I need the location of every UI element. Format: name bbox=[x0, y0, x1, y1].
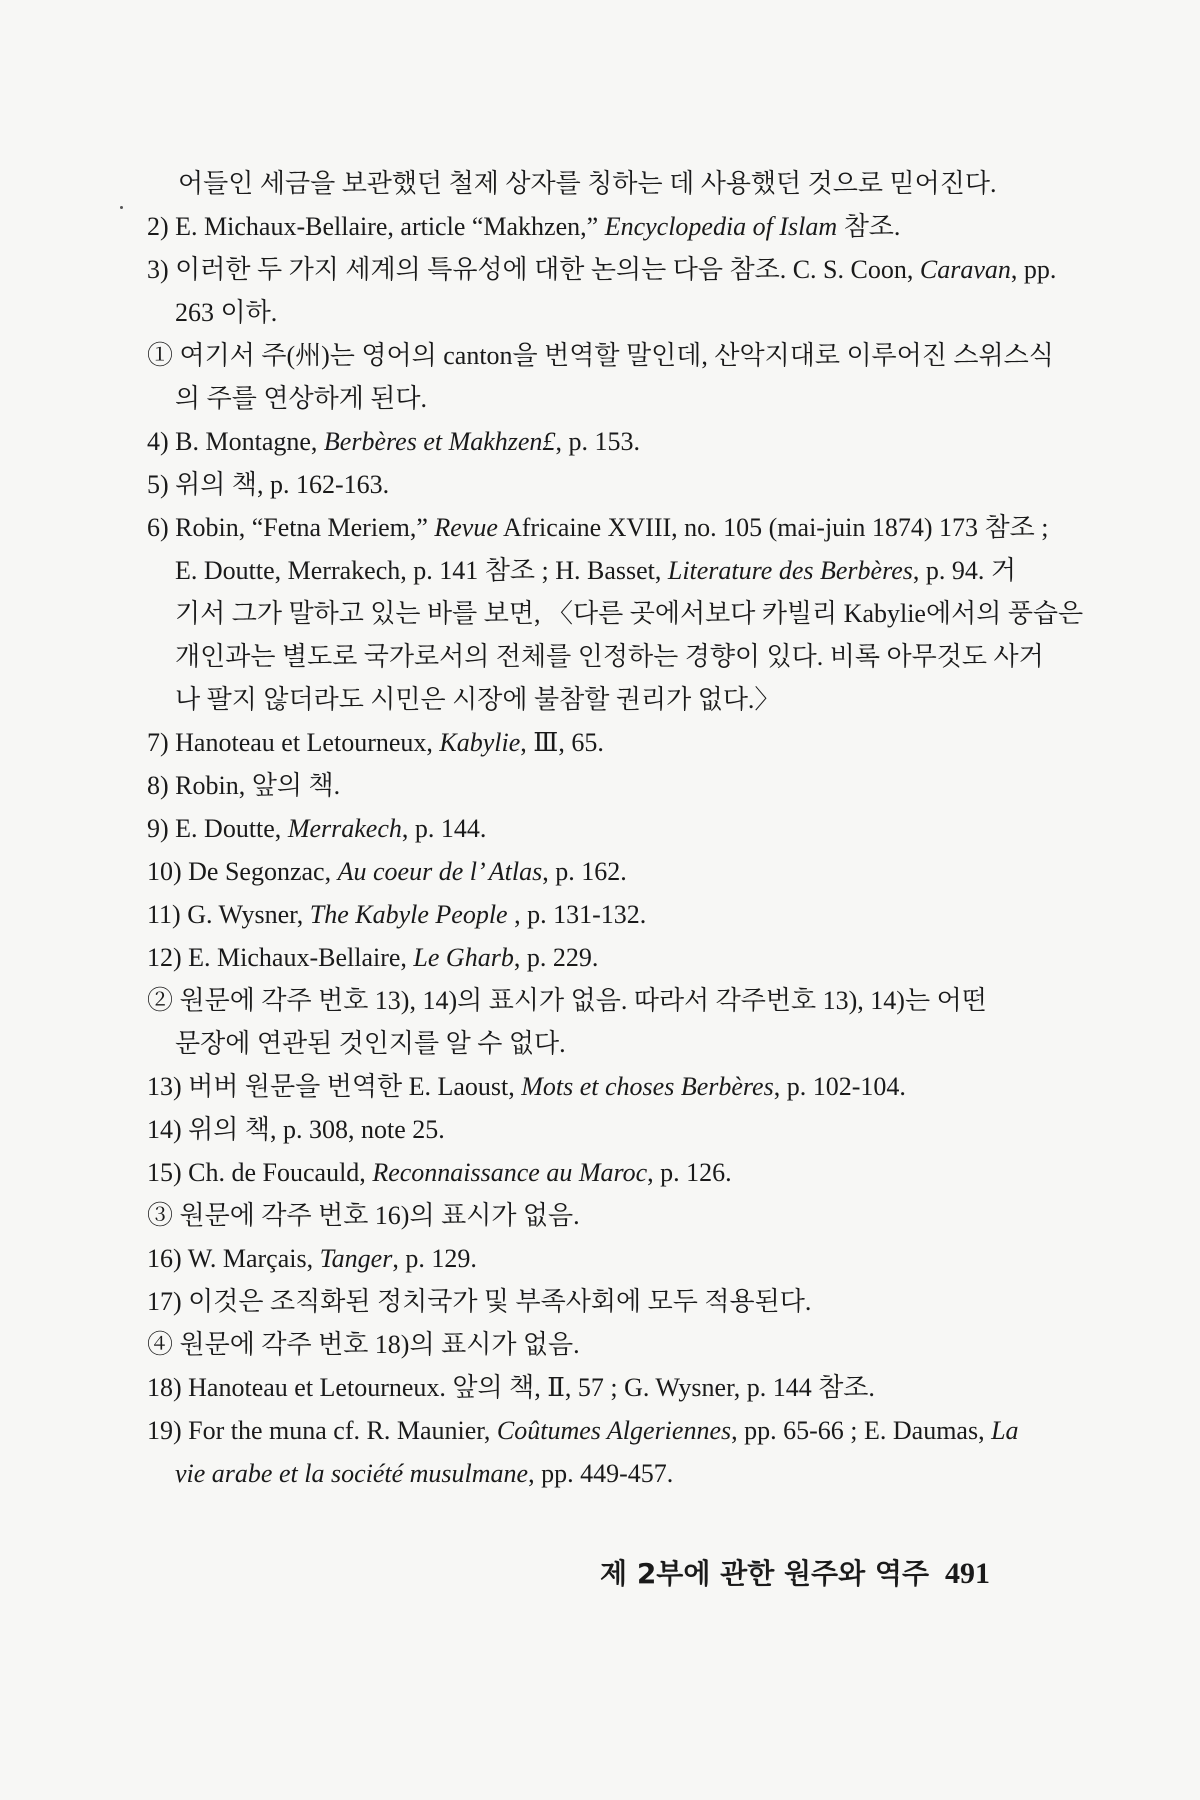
footnote-15 bbox=[147, 1157, 732, 1189]
text-run: 8) Robin, 앞의 책. bbox=[147, 771, 341, 800]
italic-title: Revue bbox=[434, 513, 498, 542]
footnote-19 bbox=[147, 1415, 1019, 1447]
footnote-3-cont bbox=[175, 297, 277, 329]
text-run: E. Doutte, Merrakech, p. 141 참조 ; H. Basset, bbox=[175, 556, 668, 585]
text-run: 10) De Segonzac, bbox=[147, 857, 338, 886]
footnote-3 bbox=[147, 254, 1056, 286]
footnote-14 bbox=[147, 1114, 445, 1146]
italic-title: La bbox=[991, 1416, 1019, 1445]
text-run: 기서 그가 말하고 있는 바를 보면, 〈다른 곳에서보다 카빌리 Kabylie에서의 풍습은 bbox=[175, 599, 1084, 628]
translator-note-1 bbox=[147, 340, 1054, 372]
footnote-9 bbox=[147, 813, 486, 845]
text-run: 18) Hanoteau et Letourneux. 앞의 책, Ⅱ, 57 ; G. Wysner, p. 144 참조. bbox=[147, 1373, 875, 1402]
footnote-5 bbox=[147, 469, 389, 501]
footnote-17 bbox=[147, 1286, 811, 1318]
text-run: 3) 이러한 두 가지 세계의 특유성에 대한 논의는 다음 참조. C. S. Coon, bbox=[147, 255, 920, 284]
italic-title: Mots et choses Berbères bbox=[521, 1072, 774, 1101]
text-run: , p. 131-132. bbox=[507, 900, 647, 929]
italic-title: Au coeur de l’ Atlas bbox=[337, 857, 543, 886]
footnote-6-cont-4 bbox=[175, 684, 780, 716]
footnote-18 bbox=[147, 1372, 875, 1404]
italic-title: Coûtumes Algeriennes bbox=[496, 1416, 732, 1445]
text-run: , p. 144. bbox=[401, 814, 487, 843]
text-run: ④ 원문에 각주 번호 18)의 표시가 없음. bbox=[147, 1330, 580, 1359]
footnote-6-cont-1 bbox=[175, 555, 1016, 587]
text-run: 2) E. Michaux-Bellaire, article “Makhzen,” bbox=[147, 212, 605, 241]
italic-title: Le Gharb bbox=[413, 943, 514, 972]
text-run: 6) Robin, “Fetna Meriem,” bbox=[147, 513, 435, 542]
text-run: 어들인 세금을 보관했던 철제 상자를 칭하는 데 사용했던 것으로 믿어진다. bbox=[178, 169, 997, 198]
text-run: 4) B. Montagne, bbox=[147, 427, 324, 456]
text-run: 의 주를 연상하게 된다. bbox=[175, 384, 428, 413]
text-run: 참조. bbox=[837, 212, 901, 241]
text-run: , p. 129. bbox=[392, 1244, 477, 1273]
text-run: 263 이하. bbox=[175, 298, 278, 327]
text-run: 5) 위의 책, p. 162-163. bbox=[147, 470, 390, 499]
text-run: , p. 229. bbox=[513, 943, 599, 972]
footnote-12 bbox=[147, 942, 598, 974]
text-run: ① 여기서 주(州)는 영어의 canton을 번역할 말인데, 산악지대로 이루어진 스위스식 bbox=[147, 341, 1054, 370]
translator-note-2-cont bbox=[175, 1028, 566, 1060]
text-run: 14) 위의 책, p. 308, note 25. bbox=[147, 1115, 445, 1144]
italic-title: Reconnaissance au Maroc bbox=[372, 1158, 648, 1187]
footnote-13 bbox=[147, 1071, 906, 1103]
text-run: 7) Hanoteau et Letourneux, bbox=[147, 728, 440, 757]
text-run: 16) W. Marçais, bbox=[147, 1244, 320, 1273]
text-run: 문장에 연관된 것인지를 알 수 없다. bbox=[175, 1029, 566, 1058]
text-run: , pp. 449-457. bbox=[528, 1459, 674, 1488]
italic-title: Kabylie bbox=[439, 728, 521, 757]
footer-title: 제 2부에 관한 원주와 역주 bbox=[600, 1557, 929, 1590]
text-run: ② 원문에 각주 번호 13), 14)의 표시가 없음. 따라서 각주번호 13), 14)는 어떤 bbox=[147, 986, 987, 1015]
footnote-6-cont-2 bbox=[175, 598, 1083, 630]
note-continuation bbox=[178, 168, 996, 200]
footnote-8 bbox=[147, 770, 340, 802]
text-run: 17) 이것은 조직화된 정치국가 및 부족사회에 모두 적용된다. bbox=[147, 1287, 812, 1316]
text-run: 19) For the muna cf. R. Maunier, bbox=[147, 1416, 497, 1445]
text-run: , pp. 65-66 ; E. Daumas, bbox=[731, 1416, 992, 1445]
text-run: 나 팔지 않더라도 시민은 시장에 불참할 권리가 없다.〉 bbox=[175, 685, 781, 714]
text-run: , pp. bbox=[1010, 255, 1057, 284]
italic-title: Merrakech bbox=[287, 814, 402, 843]
text-run: ③ 원문에 각주 번호 16)의 표시가 없음. bbox=[147, 1201, 580, 1230]
page-number: 491 bbox=[945, 1557, 990, 1590]
footnote-10 bbox=[147, 856, 627, 888]
footnote-6 bbox=[147, 512, 1049, 544]
italic-title: Tanger bbox=[319, 1244, 393, 1273]
italic-title: Caravan bbox=[919, 255, 1011, 284]
text-run: 15) Ch. de Foucauld, bbox=[147, 1158, 373, 1187]
text-run: , p. 102-104. bbox=[773, 1072, 906, 1101]
translator-note-2 bbox=[147, 985, 987, 1017]
translator-note-4 bbox=[147, 1329, 580, 1361]
scan-speck bbox=[120, 206, 123, 209]
text-run: Africaine XVIII, no. 105 (mai-juin 1874) 173 참조 ; bbox=[497, 513, 1049, 542]
translator-note-3 bbox=[147, 1200, 580, 1232]
italic-title: Literature des Berbères bbox=[667, 556, 913, 585]
translator-note-1-cont bbox=[175, 383, 427, 415]
footnote-19-cont bbox=[175, 1458, 673, 1490]
italic-title: vie arabe et la société musulmane bbox=[175, 1459, 529, 1488]
text-run: 9) E. Doutte, bbox=[147, 814, 288, 843]
footnote-6-cont-3 bbox=[175, 641, 1044, 673]
text-run: , p. 126. bbox=[647, 1158, 732, 1187]
footnote-7 bbox=[147, 727, 604, 759]
text-run: , p. 94. 거 bbox=[912, 556, 1017, 585]
running-footer bbox=[600, 1552, 990, 1592]
text-run: 개인과는 별도로 국가로서의 전체를 인정하는 경향이 있다. 비록 아무것도 사거 bbox=[175, 642, 1044, 671]
italic-title: The Kabyle People bbox=[309, 900, 508, 929]
footnote-2 bbox=[147, 211, 900, 243]
italic-title: Encyclopedia of Islam bbox=[604, 212, 838, 241]
text-run: 12) E. Michaux-Bellaire, bbox=[147, 943, 414, 972]
text-run: 11) G. Wysner, bbox=[147, 900, 310, 929]
text-run: , Ⅲ, 65. bbox=[520, 728, 604, 757]
text-run: 13) 버버 원문을 번역한 E. Laoust, bbox=[147, 1072, 522, 1101]
footnote-16 bbox=[147, 1243, 477, 1275]
text-run: , p. 162. bbox=[542, 857, 627, 886]
footnote-11 bbox=[147, 899, 646, 931]
text-run: , p. 153. bbox=[555, 427, 640, 456]
italic-title: Berbères et Makhzen£ bbox=[323, 427, 556, 456]
footnote-4 bbox=[147, 426, 640, 458]
